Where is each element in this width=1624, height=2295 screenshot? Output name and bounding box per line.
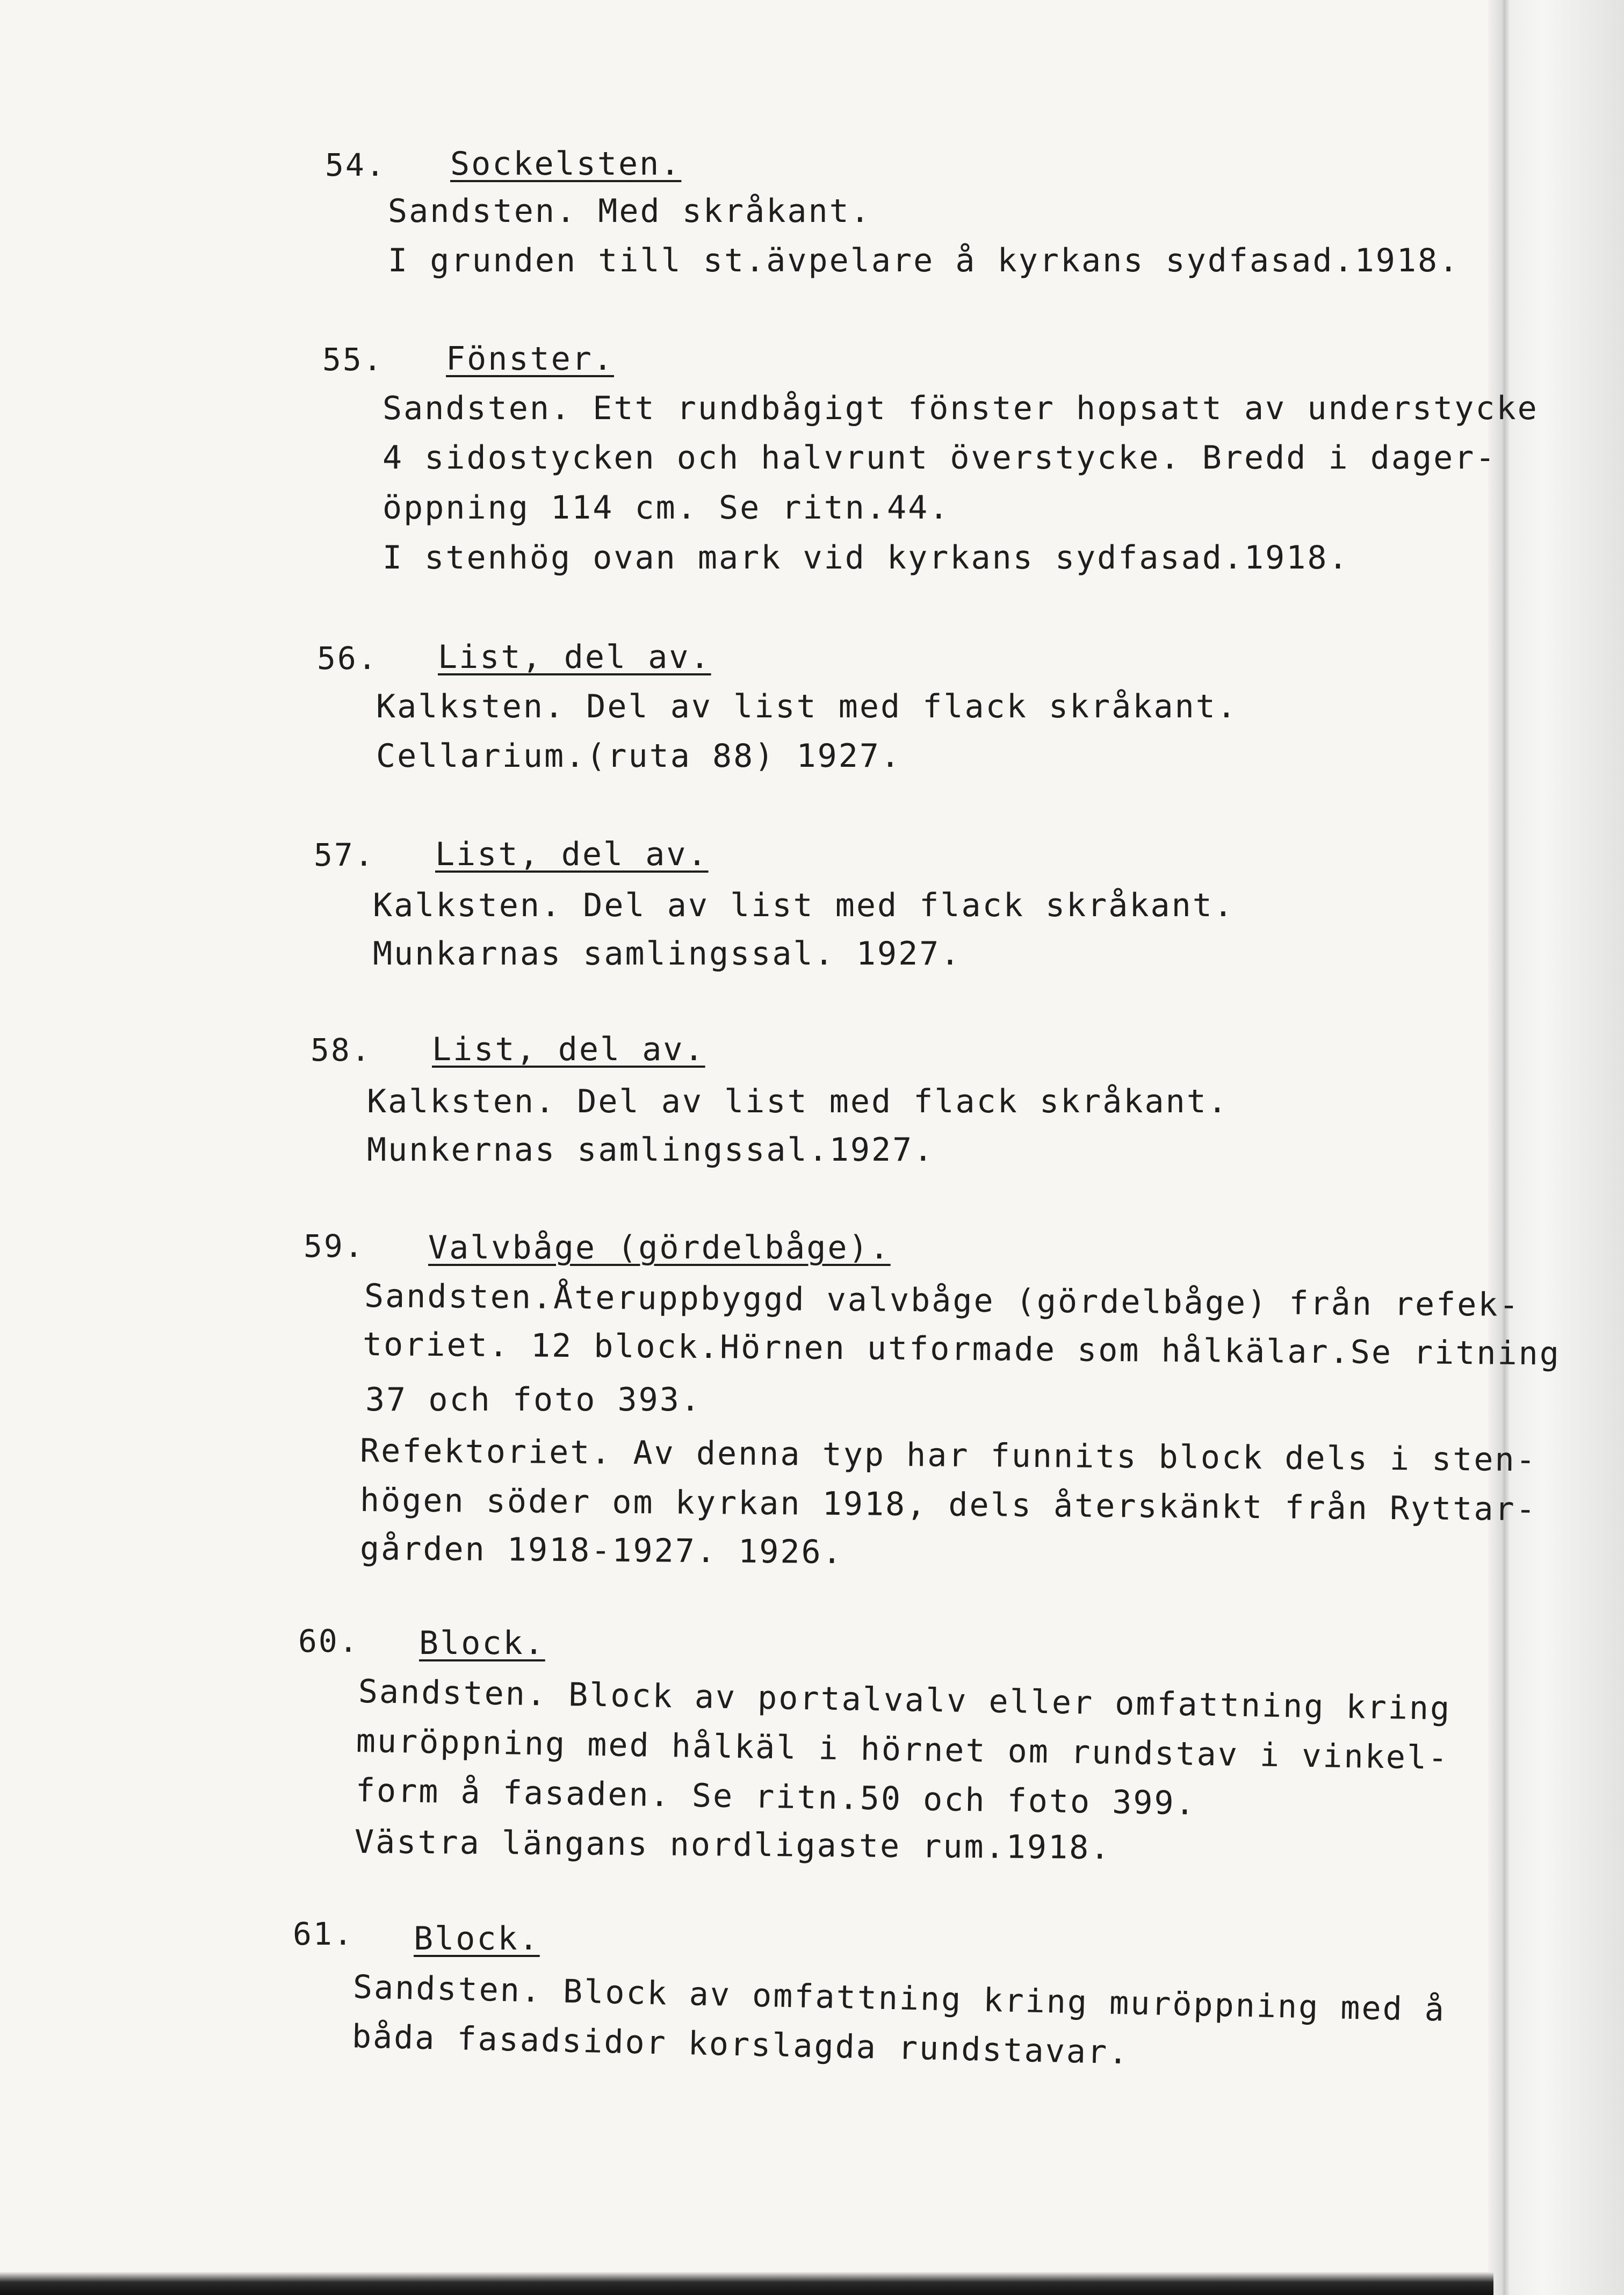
entry-line: 4 sidostycken och halvrunt överstycke. Bredd i dager- [382,439,1497,477]
entry-title: Block. [419,1624,545,1662]
entry-line: Kalksten. Del av list med flack skråkant. [373,887,1235,924]
entry-line: Munkarnas samlingssal. 1927. [373,935,962,973]
entry-line: öppning 114 cm. Se ritn.44. [382,489,950,527]
entry-line: form å fasaden. Se ritn.50 och foto 399. [355,1772,1197,1823]
entry-line: I stenhög ovan mark vid kyrkans sydfasad.1918. [382,539,1349,577]
entry-line: I grunden till st.ävpelare å kyrkans sydfasad.1918. [388,242,1460,279]
entry-line: toriet. 12 block.Hörnen utformade som hålkälar.Se ritning [362,1326,1561,1373]
entry-line: 37 och foto 393. [365,1381,702,1419]
entry-line: Sandsten. Ett rundbågigt fönster hopsatt av understycke [382,390,1539,427]
entry-number: 60. [298,1623,359,1659]
entry-number: 57. [314,837,375,873]
entry-title: Sockelsten. [450,145,682,183]
entry-number: 56. [317,640,378,677]
page-edge-bottom [0,2272,1493,2295]
entry-line: Cellarium.(ruta 88) 1927. [376,737,902,775]
entry-title: Fönster. [446,340,614,378]
entry-line: Refektoriet. Av denna typ har funnits block dels i sten- [359,1432,1538,1479]
entry-line: båda fasadsidor korslagda rundstavar. [351,2018,1130,2072]
entry-number: 58. [311,1032,372,1068]
entry-title: Valvbåge (gördelbåge). [428,1229,891,1267]
entry-line: Kalksten. Del av list med flack skråkant. [376,688,1238,725]
entry-number: 59. [304,1228,365,1264]
entry-line: muröppning med hålkäl i hörnet om rundstav i vinkel- [356,1722,1449,1777]
page-edge-right [1488,0,1624,2295]
entry-line: Sandsten.Återuppbyggd valvbåge (gördelbåge) från refek- [364,1277,1520,1324]
entry-line: högen söder om kyrkan 1918, dels återskänkt från Ryttar- [359,1481,1538,1529]
entry-line: Västra längans nordligaste rum.1918. [354,1823,1111,1867]
entry-line: Sandsten. Block av portalvalv eller omfattning kring [358,1673,1452,1728]
entry-number: 54. [325,147,386,183]
entry-line: gården 1918-1927. 1926. [359,1530,844,1572]
entry-title: Block. [414,1920,540,1958]
entry-title: List, del av. [435,836,709,873]
entry-number: 55. [322,341,384,378]
entry-line: Munkernas samlingssal.1927. [367,1131,935,1169]
entry-line: Kalksten. Del av list med flack skråkant. [367,1083,1229,1120]
entry-number: 61. [293,1916,354,1952]
entry-title: List, del av. [438,638,711,676]
entry-line: Sandsten. Block av omfattning kring muröppning med å [352,1968,1446,2029]
entry-title: List, del av. [432,1031,705,1068]
entry-line: Sandsten. Med skråkant. [388,192,871,230]
